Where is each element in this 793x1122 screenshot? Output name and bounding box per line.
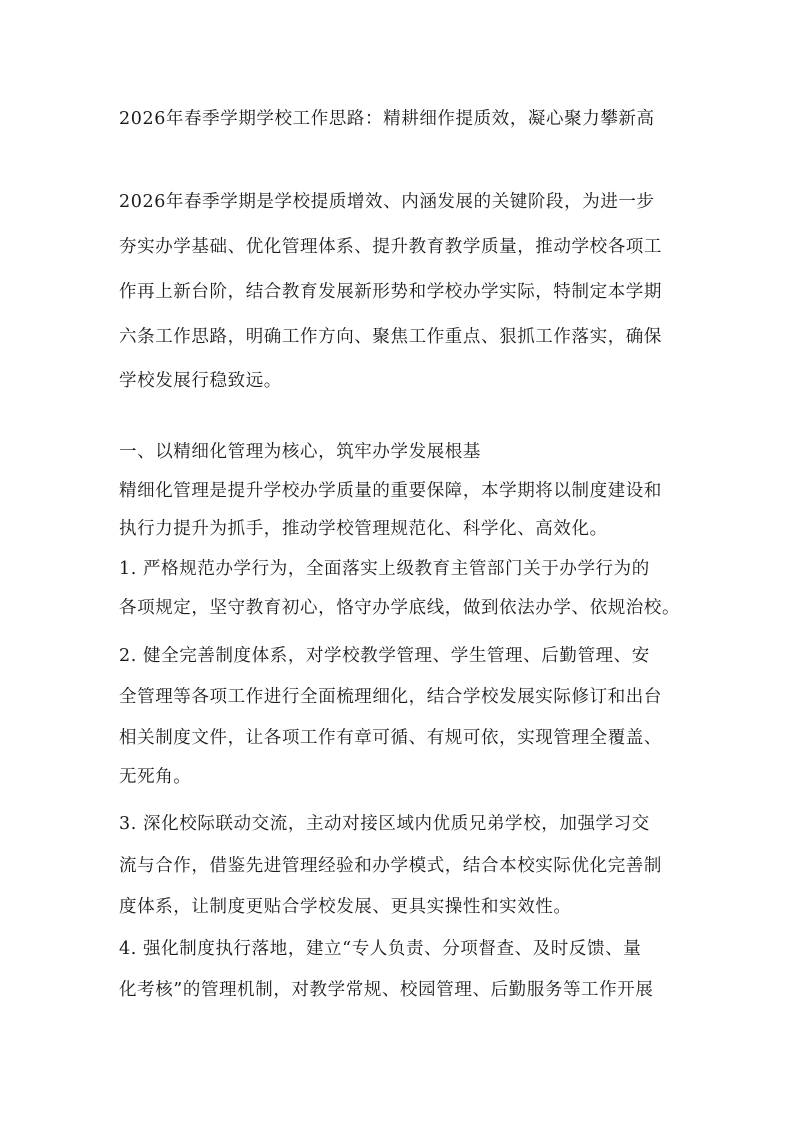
section-1-intro-line-1: 精细化管理是提升学校办学质量的重要保障，本学期将以制度建设和 [119, 481, 662, 501]
item-3-line-3: 度体系，让制度更贴合学校发展、更具实操性和实效性。 [119, 897, 572, 917]
section-1-intro-line-2: 执行力提升为抓手，推动学校管理规范化、科学化、高效化。 [119, 519, 608, 539]
intro-line-1: 2026年春季学期是学校提质增效、内涵发展的关键阶段，为进一步 [119, 192, 655, 212]
item-4-line-2: 化考核”的管理机制，对教学常规、校园管理、后勤服务等工作开展 [119, 980, 654, 1000]
intro-line-5: 学校发展行稳致远。 [119, 371, 282, 391]
item-2-line-1: 2. 健全完善制度体系，对学校教学管理、学生管理、后勤管理、安 [119, 646, 650, 666]
intro-line-3: 作再上新台阶，结合教育发展新形势和学校办学实际，特制定本学期 [119, 282, 662, 302]
item-3-line-1: 3. 深化校际联动交流，主动对接区域内优质兄弟学校，加强学习交 [119, 814, 650, 834]
item-1-line-2: 各项规定，坚守教育初心，恪守办学底线，做到依法办学、依规治校。 [119, 598, 681, 618]
item-4-line-1: 4. 强化制度执行落地，建立“专人负责、分项督查、及时反馈、量 [119, 939, 642, 959]
item-2-line-4: 无死角。 [119, 767, 192, 787]
item-1-line-1: 1. 严格规范办学行为，全面落实上级教育主管部门关于办学行为的 [119, 559, 650, 579]
intro-line-2: 夯实办学基础、优化管理体系、提升教育教学质量，推动学校各项工 [119, 237, 662, 257]
item-3-line-2: 流与合作，借鉴先进管理经验和办学模式，结合本校实际优化完善制 [119, 856, 662, 876]
document-title: 2026年春季学期学校工作思路：精耕细作提质效，凝心聚力攀新高 [119, 109, 655, 129]
section-1-heading: 一、以精细化管理为核心，筑牢办学发展根基 [119, 442, 481, 462]
intro-line-4: 六条工作思路，明确工作方向、聚焦工作重点、狠抓工作落实，确保 [119, 327, 662, 347]
item-2-line-3: 相关制度文件，让各项工作有章可循、有规可依，实现管理全覆盖、 [119, 728, 662, 748]
item-2-line-2: 全管理等各项工作进行全面梳理细化，结合学校发展实际修订和出台 [119, 687, 662, 707]
